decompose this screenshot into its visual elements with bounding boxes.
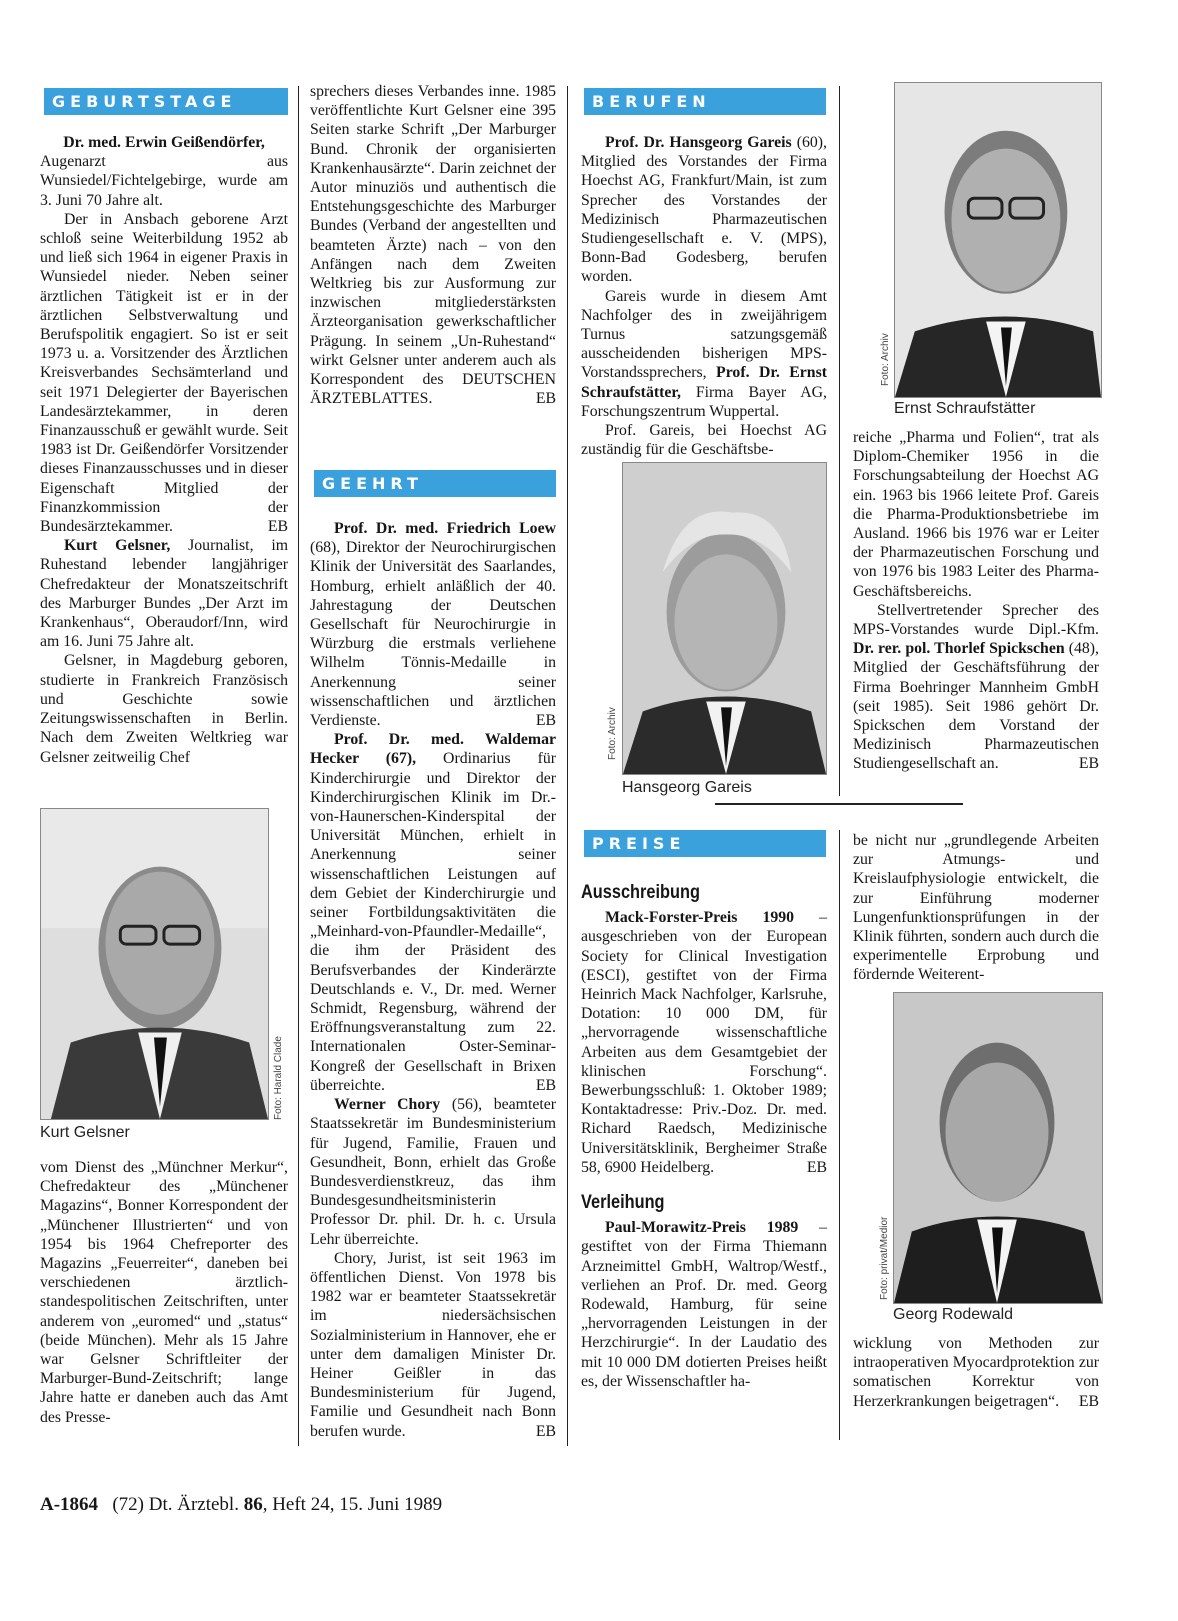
photo-hansgeorg-gareis: [622, 462, 827, 775]
name-chory: Werner Chory: [334, 1096, 441, 1114]
paragraph: Prof. Gareis, bei Hoechst AG zuständig für die Geschäftsbe-: [581, 422, 827, 459]
signature-eb: EB: [1078, 755, 1099, 773]
prize-name: Mack-Forster-Preis 1990: [605, 909, 795, 927]
section-rule: [715, 803, 963, 805]
photo-caption: Hansgeorg Gareis: [622, 779, 752, 796]
article-mack-forster: Mack-Forster-Preis 1990 – ausgeschrieben von der European Society for Clinical Investigation (ESCI), gestiftet von der Firma Heinrich Mack Nachfolger, Karlsruhe, Dotation: 10 000 DM, für „hervorragende wissenschaftliche Arbeiten aus dem Gesamtgebiet der klinischen Forschung“. Bewerbungsschluß: 1. Oktober 1989; Kontaktadresse: Priv.-Doz. Dr. med. Richard Raedsch, Medizinische Universitätsklinik, Bergheimer Straße 58, 6900 Heidelberg. EB: [581, 909, 828, 1176]
subhead-verleihung: Verleihung: [581, 1192, 665, 1214]
name-spickschen: Dr. rer. pol. Thorlef Spickschen: [853, 640, 1065, 658]
column-4-bottom: [853, 1334, 1099, 1411]
section-header-geburtstage: GEBURTSTAGE: [44, 88, 288, 115]
photo-ernst-schraufstaetter: [894, 82, 1102, 398]
name-hecker: Prof. Dr. med. Waldemar Hecker (67),: [310, 731, 556, 768]
photo-georg-rodewald: [893, 992, 1103, 1304]
photo-credit: Foto: privat/Medior: [879, 1216, 890, 1300]
portrait-image: [894, 993, 1102, 1303]
subhead-ausschreibung: Ausschreibung: [581, 882, 700, 903]
paragraph: wicklung von Methoden zur intraoperativen Myocardprotektion zur somatischen Korrektur von Herzerkrankungen beigetragen“. EB: [853, 1335, 1099, 1410]
portrait-image: [41, 809, 268, 1119]
column-rule: [839, 86, 840, 796]
article-paul-morawitz: Paul-Morawitz-Preis 1989 – gestiftet von der Firma Thiemann Arzneimittel GmbH, Waltrop/Westf., verliehen an Prof. Dr. med. Georg Rodewald, Hamburg, für seine „hervorragenden Leistungen in der Herzchirurgie“. In der Laudatio des mit 10 000 DM dotierten Preises heißt es, der Wissenschaftler ha-: [581, 1219, 828, 1390]
article-loew: Prof. Dr. med. Friedrich Loew (68), Direktor der Neurochirurgischen Klinik der Universität des Saarlandes, Homburg, erhielt anläßlich der 40. Jahrestagung der Deutschen Gesellschaft für Neurochirurgie in Würzburg die erstmals verliehene Wilhelm Tönnis-Medaille in Anerkennung seiner wissenschaftlichen und ärztlichen Verdienste. EB: [310, 520, 556, 730]
signature-eb: EB: [535, 1422, 556, 1440]
signature-eb: EB: [535, 390, 556, 408]
column-1-bottom: [40, 1158, 288, 1427]
name-geissendoerfer: Dr. med. Erwin Geißendörfer,: [63, 134, 265, 151]
paragraph: vom Dienst des „Münchner Merkur“, Chefredakteur des „Münchener Magazins“, Bonner Korrespondent der „Münchener Illustrierten“ und von 1954 bis 1964 Chefreporter des Magazins „Feuerreiter“, daneben bei verschiedenen ärztlich-standespolitischen Zeitschriften, unter anderem von „euromed“ und „status“ (beide München). Mehr als 15 Jahre war Gelsner Schriftleiter der Marburger-Bund-Zeitschrift; lange Jahre hatte er daneben auch das Amt des Presse-: [40, 1159, 288, 1426]
name-gareis: Prof. Dr. Hansgeorg Gareis: [605, 134, 792, 151]
page-footer: [40, 1494, 442, 1516]
article-hecker: Prof. Dr. med. Waldemar Hecker (67), Ordinarius für Kinderchirurgie und Direktor der Kinderchirurgischen Klinik im Dr.-von-Haunerschen-Kinderspital der Universität München, erhielt in Anerkennung seiner wissenschaftlichen Leistungen auf dem Gebiet der Kinderchirurgie und seiner Fortbildungsaktivitäten die „Meinhard-von-Pfaundler-Medaille“, die ihm der Präsident des Berufsverbandes der Kinderärzte Deutschlands e. V., Dr. med. Werner Schmidt, Regensburg, während der Eröffnungsveranstaltung zum 22. Internationalen Oster-Seminar-Kongreß der Gesellschaft in Brixen überreichte. EB: [310, 731, 556, 1094]
column-2-top: [310, 82, 556, 408]
portrait-image: [895, 83, 1101, 397]
photo-caption: Kurt Gelsner: [40, 1124, 130, 1141]
prize-name: Paul-Morawitz-Preis 1989: [605, 1219, 799, 1237]
paragraph: be nicht nur „grundlegende Arbeiten zur Atmungs- und Kreislaufphysiologie entwickelt, die zur Einführung moderner Lungenfunktionsprüfungen in der Klinik führten, sondern auch durch die experimentelle Erprobung und fördernde Weiterent-: [853, 832, 1099, 984]
signature-eb: EB: [806, 1158, 827, 1176]
column-2-bottom: [310, 519, 556, 1441]
paragraph: reiche „Pharma und Folien“, trat als Diplom-Chemiker 1956 in die Forschungsabteilung der Hoechst AG ein. 1963 bis 1966 leitete Prof. Gareis die Pharma-Produktionsbetriebe im Ausland. 1966 bis 1976 war er Leiter der Pharmazeutischen Forschung und von 1976 bis 1983 Leiter des Pharma-Geschäftsbereichs.: [853, 429, 1099, 600]
name-schraufstaetter: Prof. Dr. Ernst Schraufstätter,: [581, 364, 828, 401]
article-geissendoerfer: Dr. med. Erwin Geißendörfer, Augenarzt aus Wunsiedel/Fichtelgebirge, wurde am 3. Juni 70 Jahre alt.: [40, 134, 288, 209]
column-4-middle: [853, 831, 1099, 985]
column-3-bottom: [581, 881, 827, 1391]
name-gelsner: Kurt Gelsner,: [64, 537, 171, 555]
section-header-geehrt: GEEHRT: [314, 470, 556, 497]
paragraph: Chory, Jurist, ist seit 1963 im öffentlichen Dienst. Von 1978 bis 1982 war er beamteter Staatssekretär im niedersächsischen Sozialministerium in Hannover, ehe er unter dem damaligen Minister Dr. Heiner Geißler in das Bundesministerium für Jugend, Familie und Gesundheit nach Bonn berufen wurde. EB: [310, 1249, 556, 1440]
photo-kurt-gelsner: [40, 808, 269, 1120]
journal-name: (72) Dt. Ärztebl.: [112, 1494, 239, 1515]
signature-eb: EB: [535, 1076, 556, 1094]
paragraph: sprechers dieses Verbandes inne. 1985 veröffentlichte Kurt Gelsner eine 395 Seiten starke Schrift „Der Marburger Bund. Chronik der organisierten Krankenhausärzte“. Darin zeichnet der Autor minuziös und authentisch die Entstehungsgeschichte des Marburger Bundes (Verband der angestellten und beamteten Ärzte) nach – von den Anfängen nach dem Zweiten Weltkrieg bis zur Ausformung zur inzwischen mitgliederstärksten Ärzteorganisation gewerkschaftlicher Prägung. In seinem „Un-Ruhestand“ wirkt Gelsner unter anderem auch als Korrespondent des DEUTSCHEN ÄRZTEBLATTES. EB: [310, 83, 556, 408]
article-gelsner: Kurt Gelsner, Journalist, im Ruhestand lebender langjähriger Chefredakteur der Monatszeitschrift des Marburger Bundes „Der Arzt im Krankenhaus“, Oberaudorf/Inn, wird am 16. Juni 75 Jahre alt.: [40, 537, 289, 651]
column-rule: [839, 830, 840, 1440]
page-number: A-1864: [40, 1494, 99, 1515]
issue-date: , Heft 24, 15. Juni 1989: [262, 1494, 443, 1515]
article-gareis: Prof. Dr. Hansgeorg Gareis (60), Mitglied des Vorstandes der Firma Hoechst AG, Frankfurt/Main, ist zum Sprecher des Vorstandes der Medizinisch Pharmazeutischen Studiengesellschaft e. V. (MPS), Bonn-Bad Godesberg, berufen worden.: [581, 134, 828, 286]
photo-caption: Georg Rodewald: [893, 1306, 1014, 1323]
signature-eb: EB: [267, 518, 288, 536]
paragraph: Der in Ansbach geborene Arzt schloß seine Weiterbildung 1952 ab und ließ sich 1964 in eigener Praxis in Wunsiedel nieder. Neben seiner ärztlichen Tätigkeit ist er in der ärztlichen Selbstverwaltung und Berufspolitik engagiert. So ist er seit 1973 u. a. Vorsitzender des Ärztlichen Kreisverbandes Sechsämterland und seit 1971 Delegierter der Bayerischen Landesärztekammer, in deren Finanzausschuß er gewählt wurde. Seit 1983 ist Dr. Geißendörfer Vorsitzender dieses Finanzausschusses und in dieser Eigenschaft Mitglied der Finanzkommission der Bundesärztekammer. EB: [40, 210, 288, 536]
signature-eb: EB: [535, 712, 556, 730]
section-header-preise: PREISE: [584, 830, 826, 857]
column-4-top: [853, 428, 1099, 774]
column-3-top: [581, 133, 827, 459]
photo-credit: Foto: Harald Clade: [273, 1036, 284, 1120]
paragraph: Gelsner, in Magdeburg geboren, studierte in Frankreich Französisch und Geschichte sowie Zeitungswissenschaften in Berlin. Nach dem Zweiten Weltkrieg war Gelsner zeitweilig Chef: [40, 652, 288, 766]
photo-credit: Foto: Archiv: [880, 333, 891, 386]
photo-caption: Ernst Schraufstätter: [894, 400, 1036, 417]
journal-volume: 86: [243, 1494, 263, 1515]
signature-eb: EB: [1078, 1392, 1099, 1410]
paragraph: Gareis wurde in diesem Amt Nachfolger des in zweijährigem Turnus satzungsgemäß ausscheidenden bisherigen MPS-Vorstandssprechers, Prof. Dr. Ernst Schraufstätter, Firma Bayer AG, Forschungszentrum Wuppertal.: [581, 287, 828, 420]
column-rule: [298, 86, 299, 1446]
portrait-image: [623, 463, 826, 774]
photo-credit: Foto: Archiv: [607, 707, 618, 760]
name-loew: Prof. Dr. med. Friedrich Loew: [334, 520, 556, 537]
paragraph: Stellvertretender Sprecher des MPS-Vorstandes wurde Dipl.-Kfm. Dr. rer. pol. Thorlef Spickschen (48), Mitglied der Geschäftsführung der Firma Boehringer Mannheim GmbH (seit 1985). Seit 1986 gehört Dr. Spickschen dem Vorstand der Medizinisch Pharmazeutischen Studiengesellschaft an. EB: [853, 601, 1100, 773]
section-header-berufen: BERUFEN: [584, 88, 826, 115]
column-1-top: [40, 133, 288, 767]
article-chory: Werner Chory (56), beamteter Staatssekretär im Bundesministerium für Jugend, Familie, Frauen und Gesundheit, Bonn, erhielt das Große Bundesverdienstkreuz, das ihm Bundesgesundheitsministerin Professor Dr. phil. Dr. h. c. Ursula Lehr überreichte.: [310, 1096, 557, 1248]
column-rule: [567, 86, 568, 1446]
